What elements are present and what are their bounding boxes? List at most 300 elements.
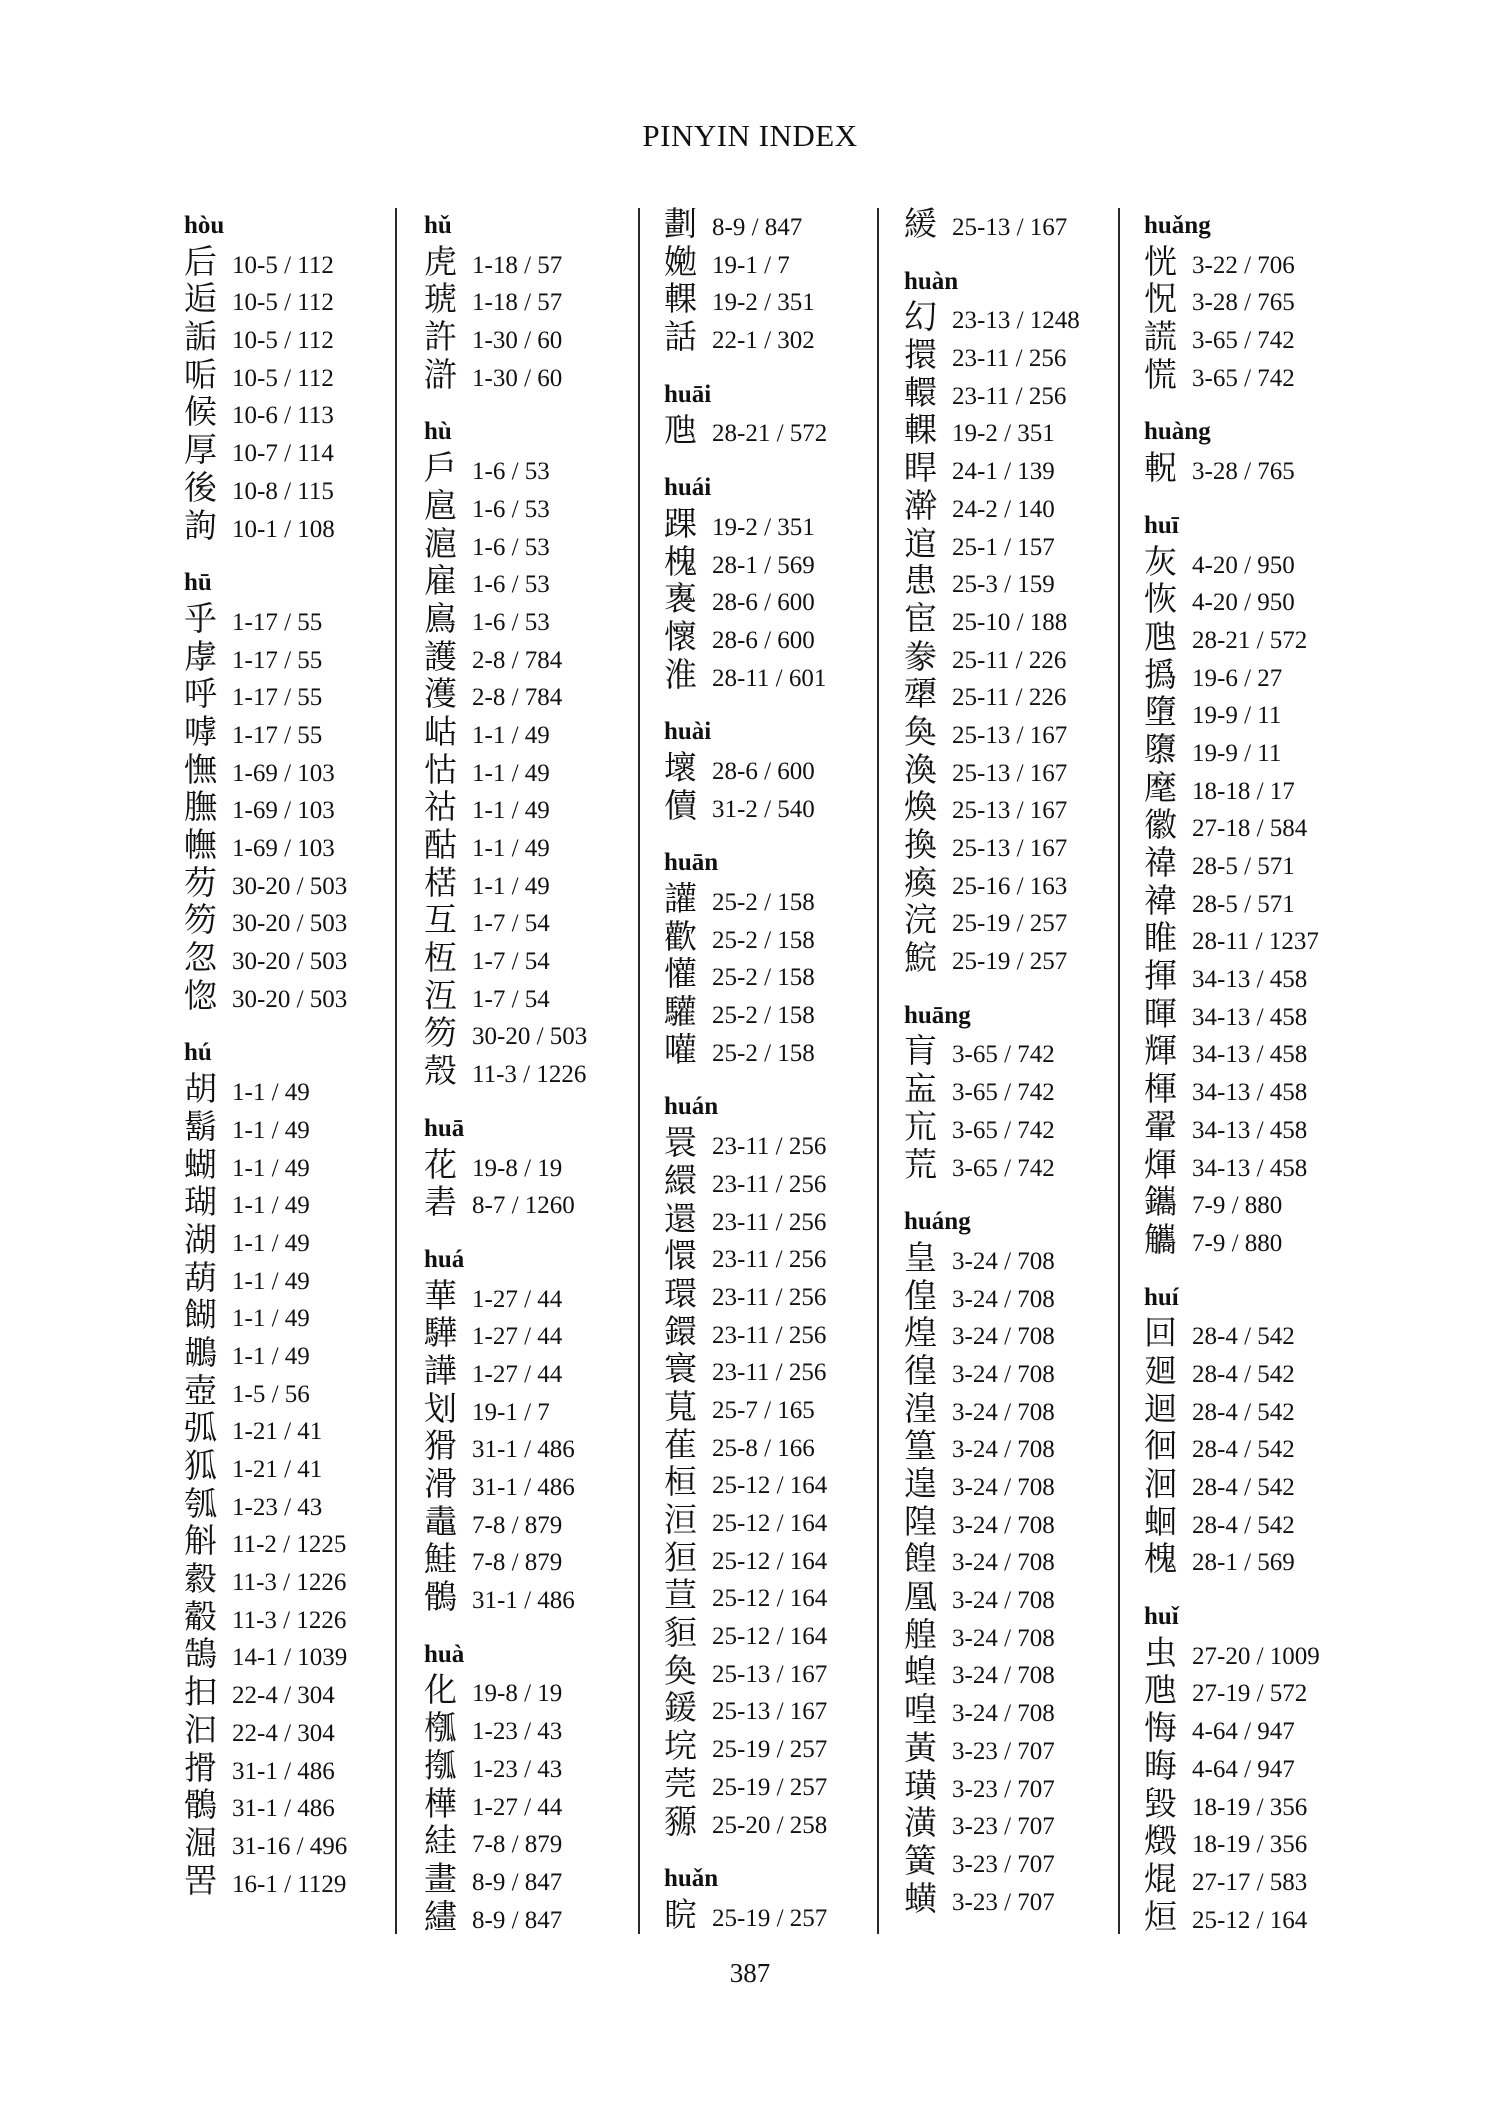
entry-reference: 23-11 / 256 bbox=[712, 1246, 827, 1274]
index-entry bbox=[184, 979, 389, 1017]
entry-reference: 19-1 / 7 bbox=[472, 1398, 550, 1426]
index-entry bbox=[1144, 658, 1349, 696]
entry-reference: 25-19 / 257 bbox=[712, 1736, 828, 1764]
index-entry bbox=[424, 828, 629, 866]
entry-reference: 25-10 / 188 bbox=[952, 608, 1068, 636]
entry-reference: 25-12 / 164 bbox=[712, 1623, 828, 1651]
entry-reference: 30-20 / 503 bbox=[232, 910, 348, 938]
entry-reference: 3-24 / 708 bbox=[952, 1474, 1055, 1501]
index-entry bbox=[424, 753, 629, 791]
index-entry bbox=[424, 1862, 629, 1900]
entry-character: 回 bbox=[1144, 1316, 1177, 1353]
index-entry bbox=[1144, 1354, 1349, 1392]
entry-character: 焜 bbox=[1144, 1861, 1177, 1898]
pinyin-heading: huǎng bbox=[1144, 212, 1211, 239]
index-entry bbox=[424, 866, 629, 904]
entry-reference: 25-2 / 158 bbox=[712, 926, 815, 954]
entry-character: 逅 bbox=[184, 282, 217, 319]
entry-reference: 1-6 / 53 bbox=[472, 458, 550, 486]
entry-character: 徽 bbox=[1144, 808, 1177, 845]
pinyin-heading: hǔ bbox=[424, 212, 452, 239]
index-entry bbox=[424, 677, 629, 715]
pinyin-heading: huái bbox=[664, 474, 712, 502]
entry-reference: 28-11 / 1237 bbox=[1192, 928, 1319, 956]
entry-character: 蟥 bbox=[904, 1881, 937, 1918]
index-entry bbox=[664, 1805, 869, 1843]
index-entry bbox=[184, 433, 389, 471]
entry-character: 翬 bbox=[1144, 1109, 1177, 1146]
entry-reference: 1-17 / 55 bbox=[232, 684, 323, 712]
entry-reference: 1-18 / 57 bbox=[472, 289, 563, 317]
entry-reference: 25-2 / 158 bbox=[712, 889, 815, 916]
index-entry bbox=[184, 320, 389, 358]
index-entry bbox=[1144, 997, 1349, 1035]
pinyin-heading: huā bbox=[424, 1114, 465, 1142]
entry-character: 懽 bbox=[664, 957, 697, 994]
entry-character: 瘓 bbox=[904, 865, 937, 902]
entry-character: 摦 bbox=[424, 1748, 457, 1785]
entry-character: 縠 bbox=[184, 1562, 217, 1599]
entry-reference: 8-9 / 847 bbox=[472, 1868, 563, 1896]
entry-reference: 1-30 / 60 bbox=[472, 327, 563, 355]
index-entry bbox=[1144, 808, 1349, 846]
entry-reference: 23-11 / 256 bbox=[712, 1208, 827, 1236]
entry-reference: 7-9 / 880 bbox=[1192, 1192, 1283, 1220]
entry-reference: 10-5 / 112 bbox=[232, 289, 334, 317]
entry-reference: 1-1 / 49 bbox=[472, 835, 550, 862]
entry-character: 鍰 bbox=[664, 1691, 697, 1728]
entry-character: 壺 bbox=[184, 1373, 217, 1410]
index-entry bbox=[184, 1336, 389, 1374]
entry-reference: 7-9 / 880 bbox=[1192, 1229, 1283, 1257]
entry-reference: 10-1 / 108 bbox=[232, 515, 335, 543]
index-entry bbox=[664, 1616, 869, 1654]
entry-character: 荁 bbox=[664, 1578, 697, 1615]
index-entry bbox=[904, 1618, 1109, 1656]
entry-character: 蝴 bbox=[184, 1147, 217, 1184]
entry-character: 虎 bbox=[424, 244, 457, 281]
index-entry bbox=[1144, 1467, 1349, 1505]
entry-reference: 25-13 / 167 bbox=[952, 759, 1068, 787]
index-entry bbox=[904, 338, 1109, 376]
entry-character: 楛 bbox=[424, 865, 457, 902]
entry-reference: 30-20 / 503 bbox=[232, 985, 348, 1013]
index-entry bbox=[184, 1788, 389, 1826]
entry-character: 湟 bbox=[904, 1391, 937, 1428]
index-entry bbox=[664, 1729, 869, 1767]
entry-reference: 14-1 / 1039 bbox=[232, 1644, 348, 1672]
column-rule bbox=[638, 208, 640, 1934]
index-entry bbox=[424, 451, 629, 489]
entry-reference: 8-9 / 847 bbox=[472, 1906, 563, 1934]
entry-character: 餭 bbox=[904, 1542, 937, 1579]
index-entry bbox=[1144, 884, 1349, 922]
entry-character: 患 bbox=[904, 564, 937, 601]
index-entry bbox=[184, 1223, 389, 1261]
index-entry bbox=[904, 413, 1109, 451]
entry-character: 潢 bbox=[904, 1806, 937, 1843]
index-entry bbox=[904, 903, 1109, 941]
index-entry bbox=[664, 1541, 869, 1579]
index-entry bbox=[184, 358, 389, 396]
entry-reference: 10-5 / 112 bbox=[232, 364, 334, 392]
entry-reference: 10-8 / 115 bbox=[232, 477, 334, 505]
index-entry bbox=[424, 1787, 629, 1825]
entry-character: 鑴 bbox=[1144, 1185, 1177, 1222]
index-entry bbox=[424, 979, 629, 1017]
index-entry bbox=[424, 245, 629, 283]
entry-character: 蝗 bbox=[904, 1655, 937, 1692]
index-entry bbox=[904, 1316, 1109, 1354]
entry-reference: 3-65 / 742 bbox=[952, 1041, 1055, 1069]
entry-character: 巟 bbox=[904, 1109, 937, 1146]
entry-reference: 25-20 / 258 bbox=[712, 1811, 828, 1839]
entry-character: 洹 bbox=[664, 1503, 697, 1539]
entry-reference: 18-19 / 356 bbox=[1192, 1831, 1308, 1859]
index-entry bbox=[664, 545, 869, 583]
index-entry bbox=[904, 1110, 1109, 1148]
entry-reference: 1-1 / 49 bbox=[472, 872, 550, 900]
entry-character: 㖃 bbox=[184, 357, 217, 394]
entry-character: 環 bbox=[664, 1276, 697, 1313]
entry-reference: 19-2 / 351 bbox=[952, 420, 1055, 448]
entry-reference: 1-21 / 41 bbox=[232, 1418, 323, 1446]
entry-character: 弧 bbox=[184, 1411, 217, 1448]
entry-reference: 18-18 / 17 bbox=[1192, 777, 1295, 805]
entry-character: 艎 bbox=[904, 1617, 937, 1654]
entry-reference: 25-3 / 159 bbox=[952, 571, 1055, 599]
entry-character: 狟 bbox=[664, 1540, 697, 1577]
index-entry bbox=[184, 1110, 389, 1148]
entry-reference: 22-4 / 304 bbox=[232, 1719, 335, 1747]
index-entry bbox=[1144, 582, 1349, 620]
entry-character: 澣 bbox=[904, 488, 937, 525]
index-entry bbox=[904, 564, 1109, 602]
entry-character: 恍 bbox=[1144, 244, 1177, 281]
entry-character: 肓 bbox=[904, 1034, 937, 1071]
entry-character: 觳 bbox=[184, 1599, 217, 1636]
entry-reference: 25-11 / 226 bbox=[952, 684, 1067, 712]
entry-reference: 34-13 / 458 bbox=[1192, 1116, 1308, 1144]
entry-character: 鶘 bbox=[184, 1335, 217, 1372]
entry-reference: 7-8 / 879 bbox=[472, 1511, 563, 1539]
entry-reference: 1-23 / 43 bbox=[472, 1755, 563, 1783]
entry-reference: 1-6 / 53 bbox=[472, 495, 550, 523]
entry-reference: 31-1 / 486 bbox=[472, 1474, 575, 1501]
entry-reference: 28-1 / 569 bbox=[1192, 1549, 1295, 1577]
index-entry bbox=[904, 1655, 1109, 1693]
index-entry bbox=[1144, 1824, 1349, 1862]
entry-character: 後 bbox=[184, 470, 217, 507]
entry-reference: 3-65 / 742 bbox=[1192, 327, 1295, 355]
index-entry bbox=[1144, 1110, 1349, 1148]
entry-character: 萑 bbox=[664, 1427, 697, 1464]
index-entry bbox=[904, 1882, 1109, 1920]
index-entry bbox=[904, 1072, 1109, 1110]
entry-reference: 19-9 / 11 bbox=[1192, 739, 1282, 767]
entry-character: 怙 bbox=[424, 752, 457, 789]
entry-character: 話 bbox=[664, 320, 697, 357]
entry-character: 豲 bbox=[664, 1804, 697, 1841]
entry-reference: 10-7 / 114 bbox=[232, 440, 334, 468]
index-entry bbox=[664, 1691, 869, 1729]
entry-character: 豢 bbox=[904, 639, 937, 676]
entry-character: 畫 bbox=[424, 1861, 457, 1898]
entry-character: 睅 bbox=[904, 451, 937, 488]
page-number: 387 bbox=[729, 1958, 771, 1988]
entry-character: 惚 bbox=[184, 978, 217, 1015]
entry-reference: 31-1 / 486 bbox=[232, 1757, 335, 1785]
entry-reference: 28-6 / 600 bbox=[712, 626, 815, 654]
index-entry bbox=[424, 903, 629, 941]
index-entry bbox=[1144, 1034, 1349, 1072]
entry-character: 軦 bbox=[1144, 451, 1177, 488]
entry-reference: 11-3 / 1226 bbox=[232, 1606, 347, 1634]
entry-character: 輠 bbox=[664, 282, 697, 319]
entry-reference: 23-11 / 256 bbox=[712, 1283, 827, 1311]
index-entry bbox=[1144, 1185, 1349, 1223]
pinyin-heading: huī bbox=[1144, 511, 1179, 539]
index-entry bbox=[184, 715, 389, 753]
entry-character: 絓 bbox=[424, 1824, 457, 1861]
index-entry bbox=[184, 1751, 389, 1789]
index-entry bbox=[664, 1767, 869, 1805]
index-entry bbox=[184, 282, 389, 320]
entry-character: 雇 bbox=[424, 564, 457, 601]
entry-character: 宦 bbox=[904, 601, 937, 638]
index-entry bbox=[184, 1072, 389, 1110]
pinyin-heading: huài bbox=[664, 718, 712, 746]
entry-character: 換 bbox=[904, 828, 937, 864]
index-entry bbox=[664, 1352, 869, 1390]
entry-reference: 28-21 / 572 bbox=[1192, 626, 1308, 654]
index-entry bbox=[664, 1654, 869, 1692]
index-entry bbox=[424, 1016, 629, 1054]
entry-character: 偟 bbox=[904, 1278, 937, 1315]
index-entry bbox=[424, 564, 629, 602]
column-rule bbox=[395, 208, 397, 1934]
index-entry bbox=[904, 300, 1109, 338]
index-entry bbox=[184, 1185, 389, 1223]
entry-character: 禕 bbox=[1144, 846, 1177, 882]
entry-reference: 1-1 / 49 bbox=[472, 721, 550, 749]
entry-reference: 3-23 / 707 bbox=[952, 1775, 1055, 1803]
entry-character: 毀 bbox=[1144, 1786, 1177, 1823]
entry-reference: 1-27 / 44 bbox=[472, 1360, 563, 1388]
entry-reference: 23-11 / 256 bbox=[712, 1359, 827, 1387]
entry-reference: 1-23 / 43 bbox=[232, 1493, 323, 1521]
pinyin-heading: huà bbox=[424, 1640, 465, 1668]
index-entry bbox=[424, 1148, 629, 1186]
entry-character: 擐 bbox=[904, 338, 937, 375]
index-entry bbox=[664, 1578, 869, 1616]
index-entry bbox=[664, 1033, 869, 1071]
entry-reference: 19-9 / 11 bbox=[1192, 702, 1282, 730]
entry-character: 槬 bbox=[424, 1711, 457, 1748]
entry-character: 楎 bbox=[1144, 1072, 1177, 1109]
entry-reference: 3-24 / 708 bbox=[952, 1549, 1055, 1577]
entry-character: 還 bbox=[664, 1201, 697, 1238]
entry-reference: 19-8 / 19 bbox=[472, 1680, 563, 1708]
entry-character: 抇 bbox=[184, 1675, 217, 1712]
entry-character: 浣 bbox=[904, 903, 937, 940]
entry-character: 凰 bbox=[904, 1580, 937, 1617]
entry-character: 驩 bbox=[664, 995, 697, 1032]
entry-reference: 34-13 / 458 bbox=[1192, 1003, 1308, 1031]
index-entry bbox=[424, 1749, 629, 1787]
entry-reference: 3-24 / 708 bbox=[952, 1436, 1055, 1464]
entry-reference: 28-6 / 600 bbox=[712, 589, 815, 617]
entry-character: 扈 bbox=[424, 488, 457, 525]
index-entry bbox=[904, 941, 1109, 979]
entry-character: 槐 bbox=[664, 544, 697, 581]
entry-reference: 22-4 / 304 bbox=[232, 1682, 335, 1710]
entry-reference: 3-23 / 707 bbox=[952, 1737, 1055, 1765]
entry-character: 驊 bbox=[424, 1316, 457, 1353]
entry-reference: 1-1 / 49 bbox=[232, 1267, 310, 1295]
entry-character: 烜 bbox=[1144, 1899, 1177, 1936]
entry-reference: 3-24 / 708 bbox=[952, 1700, 1055, 1728]
index-entry bbox=[1144, 1429, 1349, 1467]
entry-character: 奐 bbox=[904, 714, 937, 751]
entry-character: 寰 bbox=[664, 1352, 697, 1389]
index-entry bbox=[184, 471, 389, 509]
index-entry bbox=[904, 1505, 1109, 1543]
entry-character: 譁 bbox=[424, 1353, 457, 1390]
entry-reference: 1-1 / 49 bbox=[232, 1079, 310, 1107]
entry-character: 槐 bbox=[1144, 1542, 1177, 1579]
entry-reference: 27-20 / 1009 bbox=[1192, 1642, 1320, 1670]
entry-reference: 1-7 / 54 bbox=[472, 948, 550, 976]
entry-character: 衁 bbox=[904, 1072, 937, 1109]
entry-character: 燬 bbox=[1144, 1824, 1177, 1861]
entry-reference: 23-11 / 256 bbox=[712, 1133, 827, 1161]
entry-character: 瓠 bbox=[184, 1486, 217, 1523]
entry-character: 繣 bbox=[424, 1899, 457, 1936]
entry-reference: 28-4 / 542 bbox=[1192, 1323, 1295, 1351]
entry-reference: 10-6 / 113 bbox=[232, 402, 334, 430]
entry-character: 皇 bbox=[904, 1240, 937, 1277]
entry-character: 虫 bbox=[1144, 1635, 1177, 1672]
index-entry bbox=[904, 1429, 1109, 1467]
entry-character: 呼 bbox=[184, 677, 217, 714]
index-column bbox=[904, 207, 1109, 1919]
entry-character: 鼃 bbox=[424, 1504, 457, 1541]
entry-reference: 4-64 / 947 bbox=[1192, 1718, 1295, 1746]
entry-character: 乎 bbox=[184, 601, 217, 638]
index-entry bbox=[424, 1316, 629, 1354]
entry-character: 互 bbox=[424, 903, 457, 940]
entry-reference: 16-1 / 1129 bbox=[232, 1870, 347, 1898]
index-entry bbox=[904, 602, 1109, 640]
entry-character: 莞 bbox=[664, 1766, 697, 1803]
index-entry bbox=[664, 1277, 869, 1315]
entry-character: 懁 bbox=[664, 1239, 697, 1276]
index-entry bbox=[664, 1239, 869, 1277]
entry-character: 謊 bbox=[1144, 320, 1177, 357]
index-entry bbox=[904, 1806, 1109, 1844]
index-entry bbox=[1144, 1636, 1349, 1674]
entry-character: 鶻 bbox=[424, 1580, 457, 1617]
entry-character: 枑 bbox=[424, 941, 457, 978]
pinyin-heading: hú bbox=[184, 1039, 212, 1067]
index-entry bbox=[904, 1467, 1109, 1505]
entry-character: 鳸 bbox=[424, 601, 457, 638]
entry-character: 奐 bbox=[664, 1653, 697, 1690]
entry-character: 暉 bbox=[1144, 996, 1177, 1033]
index-entry bbox=[184, 1374, 389, 1412]
entry-reference: 3-65 / 742 bbox=[952, 1079, 1055, 1107]
entry-reference: 28-4 / 542 bbox=[1192, 1474, 1295, 1501]
entry-reference: 25-19 / 257 bbox=[712, 1904, 828, 1932]
entry-character: 輝 bbox=[1144, 1034, 1177, 1071]
entry-character: 萈 bbox=[664, 1389, 697, 1426]
index-entry bbox=[184, 1411, 389, 1449]
entry-reference: 28-4 / 542 bbox=[1192, 1398, 1295, 1426]
entry-character: 忽 bbox=[184, 941, 217, 978]
entry-character: 怳 bbox=[1144, 282, 1177, 319]
index-entry bbox=[184, 1261, 389, 1299]
pinyin-heading: huí bbox=[1144, 1283, 1179, 1311]
entry-character: 汩 bbox=[184, 1712, 217, 1749]
entry-character: 華 bbox=[424, 1278, 457, 1315]
entry-reference: 4-64 / 947 bbox=[1192, 1755, 1295, 1783]
entry-reference: 1-6 / 53 bbox=[472, 533, 550, 561]
index-entry bbox=[1144, 1673, 1349, 1711]
entry-reference: 3-23 / 707 bbox=[952, 1813, 1055, 1841]
index-entry bbox=[184, 640, 389, 678]
entry-reference: 7-8 / 879 bbox=[472, 1549, 563, 1577]
entry-reference: 3-24 / 708 bbox=[952, 1398, 1055, 1426]
index-entry bbox=[184, 1524, 389, 1562]
entry-reference: 25-16 / 163 bbox=[952, 872, 1068, 900]
index-entry bbox=[664, 995, 869, 1033]
index-column bbox=[664, 207, 869, 1936]
entry-reference: 3-24 / 708 bbox=[952, 1285, 1055, 1313]
index-entry bbox=[1144, 358, 1349, 396]
entry-reference: 25-2 / 158 bbox=[712, 1039, 815, 1067]
index-entry bbox=[184, 602, 389, 640]
index-entry bbox=[1144, 1316, 1349, 1354]
entry-reference: 24-1 / 139 bbox=[952, 458, 1055, 486]
entry-character: 樺 bbox=[424, 1786, 457, 1823]
entry-character: 猾 bbox=[424, 1429, 457, 1466]
entry-reference: 25-13 / 167 bbox=[952, 835, 1068, 862]
entry-character: 后 bbox=[184, 244, 217, 281]
index-entry bbox=[184, 509, 389, 547]
entry-reference: 3-24 / 708 bbox=[952, 1247, 1055, 1275]
index-entry bbox=[904, 753, 1109, 791]
entry-reference: 3-24 / 708 bbox=[952, 1662, 1055, 1690]
index-entry bbox=[904, 1731, 1109, 1769]
entry-character: 徨 bbox=[904, 1353, 937, 1390]
entry-reference: 25-2 / 158 bbox=[712, 1002, 815, 1030]
entry-reference: 23-11 / 256 bbox=[952, 345, 1067, 373]
index-entry bbox=[664, 1898, 869, 1936]
entry-character: 詬 bbox=[184, 320, 217, 357]
entry-reference: 25-1 / 157 bbox=[952, 533, 1055, 561]
entry-reference: 25-12 / 164 bbox=[712, 1585, 828, 1613]
entry-reference: 27-19 / 572 bbox=[1192, 1680, 1308, 1708]
index-entry bbox=[184, 1864, 389, 1902]
index-entry bbox=[664, 957, 869, 995]
index-entry bbox=[664, 413, 869, 451]
entry-reference: 1-30 / 60 bbox=[472, 364, 563, 392]
entry-character: 膴 bbox=[184, 790, 217, 827]
index-column bbox=[184, 207, 389, 1901]
entry-character: 殼 bbox=[424, 1054, 457, 1091]
entry-reference: 28-1 / 569 bbox=[712, 551, 815, 579]
